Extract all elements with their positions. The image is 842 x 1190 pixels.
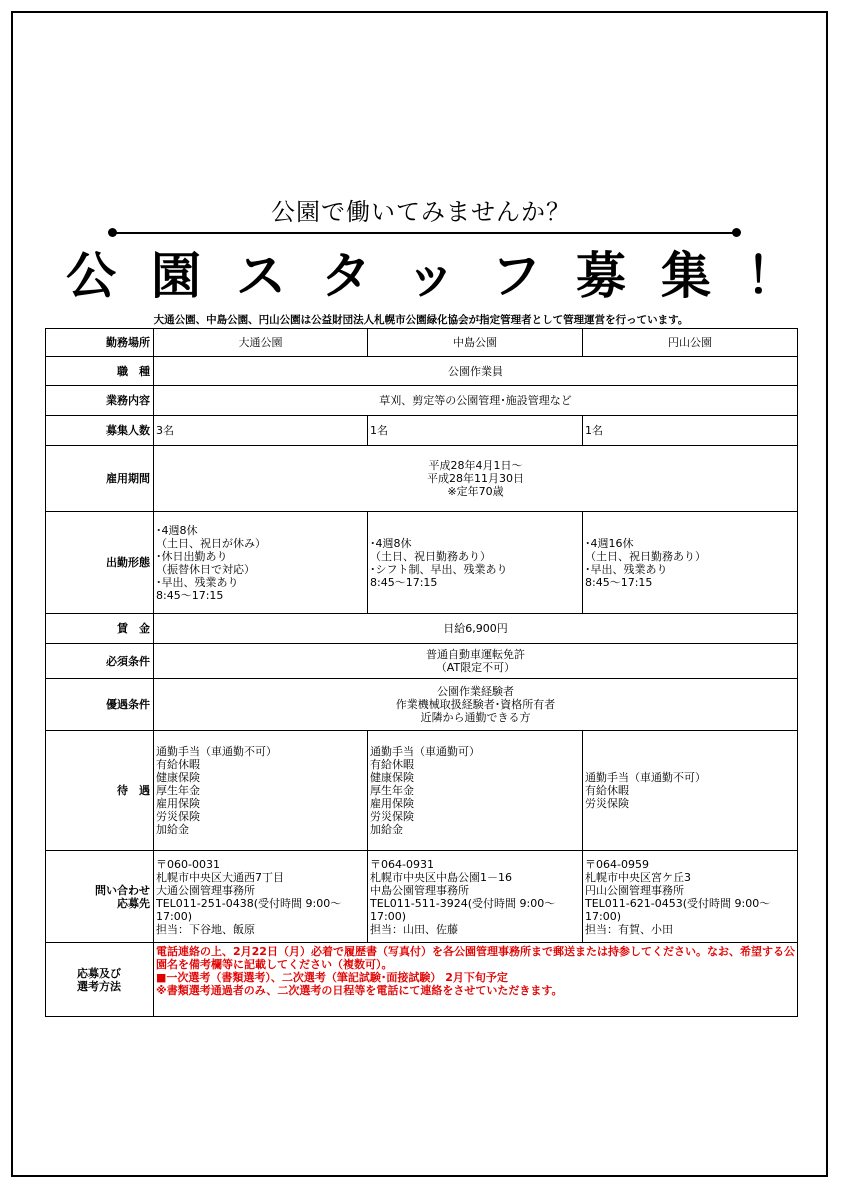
label-contact: [46, 851, 154, 943]
row-contact: [46, 851, 798, 943]
contact-nakajima: [368, 851, 583, 943]
headline-char: タ: [321, 247, 371, 305]
shift-maruyama: [583, 512, 798, 614]
period-line: 平成28年11月30日: [427, 472, 524, 485]
count-odori: 3名: [154, 416, 368, 446]
contact-maruyama: [583, 851, 798, 943]
benefit-line: 健康保険: [156, 771, 200, 784]
benefit-line: 通勤手当（車通勤不可）: [585, 771, 706, 784]
contact-line: 担当：有賀、小田: [585, 922, 673, 936]
shift-line: ･休日出勤あり: [156, 549, 228, 563]
contact-odori: [154, 851, 368, 943]
contact-line: 〒064-0959: [585, 857, 649, 871]
contact-line: 17:00): [156, 909, 192, 923]
shift-line: ･早出、残業あり: [585, 562, 668, 576]
benefit-line: 有給休暇: [156, 758, 200, 771]
row-location: [46, 329, 798, 357]
label-period: 雇用期間: [46, 446, 154, 512]
preferred-line: 公園作業経験者: [437, 685, 514, 698]
row-job: [46, 357, 798, 386]
row-count: [46, 416, 798, 446]
label-contact-line: 問い合わせ: [95, 883, 150, 897]
contact-line: 担当：下谷地、飯原: [156, 922, 255, 936]
headline-char: ！: [746, 247, 796, 305]
headline-char: ッ: [406, 247, 456, 305]
work-value: 草刈、剪定等の公園管理･施設管理など: [154, 386, 798, 416]
benefit-line: 加給金: [370, 823, 403, 836]
headline-char: 公: [66, 247, 116, 305]
benefit-line: 労災保険: [370, 810, 414, 823]
preferred-value: [154, 679, 798, 731]
required-line: 普通自動車運転免許: [426, 648, 525, 661]
row-benefits: [46, 731, 798, 851]
title-rule: [113, 232, 736, 234]
label-count: 募集人数: [46, 416, 154, 446]
shift-line: 8:45～17:15: [370, 575, 438, 589]
rule-dot-right: [732, 228, 741, 237]
shift-line: ･4週8休: [156, 523, 198, 537]
shift-line: （土日、祝日勤務あり）: [370, 549, 491, 563]
label-location: 勤務場所: [46, 329, 154, 357]
contact-line: 札幌市中央区中島公園1－16: [370, 870, 512, 884]
benefit-line: 有給休暇: [585, 784, 629, 797]
benefit-line: 雇用保険: [156, 797, 200, 810]
label-apply-line: 応募及び: [77, 966, 121, 980]
subtitle: 公園で働いてみませんか？: [271, 198, 571, 226]
shift-line: ･早出、残業あり: [156, 575, 239, 589]
benefit-line: 厚生年金: [370, 784, 414, 797]
headline-char: 募: [576, 247, 626, 305]
contact-line: 札幌市中央区宮ケ丘3: [585, 870, 691, 884]
park-maruyama: 円山公園: [583, 329, 798, 357]
shift-line: 8:45～17:15: [156, 588, 224, 602]
required-line: （AT限定不可）: [435, 661, 516, 674]
label-required: 必須条件: [46, 644, 154, 679]
shift-nakajima: [368, 512, 583, 614]
period-line: 平成28年4月1日～: [428, 459, 523, 472]
benefits-odori: [154, 731, 368, 851]
label-wage: 賃 金: [46, 614, 154, 644]
park-nakajima: 中島公園: [368, 329, 583, 357]
park-odori: 大通公園: [154, 329, 368, 357]
count-nakajima: 1名: [368, 416, 583, 446]
benefit-line: 労災保険: [585, 797, 629, 810]
job-value: 公園作業員: [154, 357, 798, 386]
benefit-line: 通勤手当（車通勤不可）: [156, 745, 277, 758]
contact-line: 札幌市中央区大通西7丁目: [156, 870, 284, 884]
contact-line: 大通公園管理事務所: [156, 883, 255, 897]
row-preferred: [46, 679, 798, 731]
benefit-line: 通勤手当（車通勤可）: [370, 745, 480, 758]
apply-value: [154, 943, 798, 1017]
benefit-line: 厚生年金: [156, 784, 200, 797]
label-work: 業務内容: [46, 386, 154, 416]
apply-line: ■一次選考（書類選考）、二次選考（筆記試験･面接試験） 2月下旬予定: [156, 971, 508, 984]
shift-line: ･4週16休: [585, 536, 634, 550]
benefit-line: 加給金: [156, 823, 189, 836]
benefit-line: 雇用保険: [370, 797, 414, 810]
shift-line: （土日、祝日勤務あり）: [585, 549, 706, 563]
row-shift: [46, 512, 798, 614]
count-maruyama: 1名: [583, 416, 798, 446]
period-value: [154, 446, 798, 512]
apply-line: ※書類選考通過者のみ、二次選考の日程等を電話にて連絡をさせていただきます。: [156, 984, 563, 997]
headline-char: ス: [236, 247, 286, 305]
benefits-nakajima: [368, 731, 583, 851]
preferred-line: 近隣から通勤できる方: [420, 711, 531, 724]
preferred-line: 作業機械取扱経験者･資格所有者: [395, 698, 556, 711]
period-line: ※定年70歳: [447, 485, 504, 498]
row-wage: [46, 614, 798, 644]
label-preferred: 優遇条件: [46, 679, 154, 731]
contact-line: 〒064-0931: [370, 857, 434, 871]
shift-line: ･シフト制、早出、残業あり: [370, 562, 508, 576]
intro-text: 大通公園、中島公園、円山公園は公益財団法人札幌市公園緑化協会が指定管理者として管理運営を行っています。: [153, 314, 689, 326]
contact-line: TEL011-511-3924(受付時間 9:00～: [370, 896, 556, 910]
row-required: [46, 644, 798, 679]
recruitment-table: [45, 328, 798, 1017]
contact-line: 17:00): [370, 909, 406, 923]
shift-line: （土日、祝日が休み）: [156, 536, 266, 550]
headline-char: フ: [491, 247, 541, 305]
row-period: [46, 446, 798, 512]
contact-line: 〒060-0031: [156, 857, 220, 871]
row-work: [46, 386, 798, 416]
contact-line: 担当：山田、佐藤: [370, 922, 458, 936]
shift-line: ･4週8休: [370, 536, 412, 550]
benefits-maruyama: [583, 731, 798, 851]
benefit-line: 健康保険: [370, 771, 414, 784]
headline: [66, 246, 796, 306]
contact-line: 中島公園管理事務所: [370, 883, 469, 897]
label-apply: [46, 943, 154, 1017]
shift-line: 8:45～17:15: [585, 575, 653, 589]
contact-line: TEL011-621-0453(受付時間 9:00～: [585, 896, 771, 910]
headline-char: 集: [661, 247, 711, 305]
benefit-line: 労災保険: [156, 810, 200, 823]
required-value: [154, 644, 798, 679]
contact-line: 17:00): [585, 909, 621, 923]
shift-line: （振替休日で対応）: [156, 562, 255, 576]
label-contact-line: 応募先: [117, 896, 150, 910]
shift-odori: [154, 512, 368, 614]
wage-value: 日給6,900円: [154, 614, 798, 644]
label-shift: 出勤形態: [46, 512, 154, 614]
apply-line: 電話連絡の上、2月22日（月）必着で履歴書（写真付）を各公園管理事務所まで郵送または持参してください。なお、希望する公園名を備考欄等に記載してください（複数可）。: [156, 945, 795, 971]
label-job: 職 種: [46, 357, 154, 386]
label-benefits: 待 遇: [46, 731, 154, 851]
contact-line: 円山公園管理事務所: [585, 883, 684, 897]
benefit-line: 有給休暇: [370, 758, 414, 771]
label-apply-line: 選考方法: [77, 979, 121, 993]
row-apply: [46, 943, 798, 1017]
headline-char: 園: [151, 247, 201, 305]
contact-line: TEL011-251-0438(受付時間 9:00～: [156, 896, 342, 910]
